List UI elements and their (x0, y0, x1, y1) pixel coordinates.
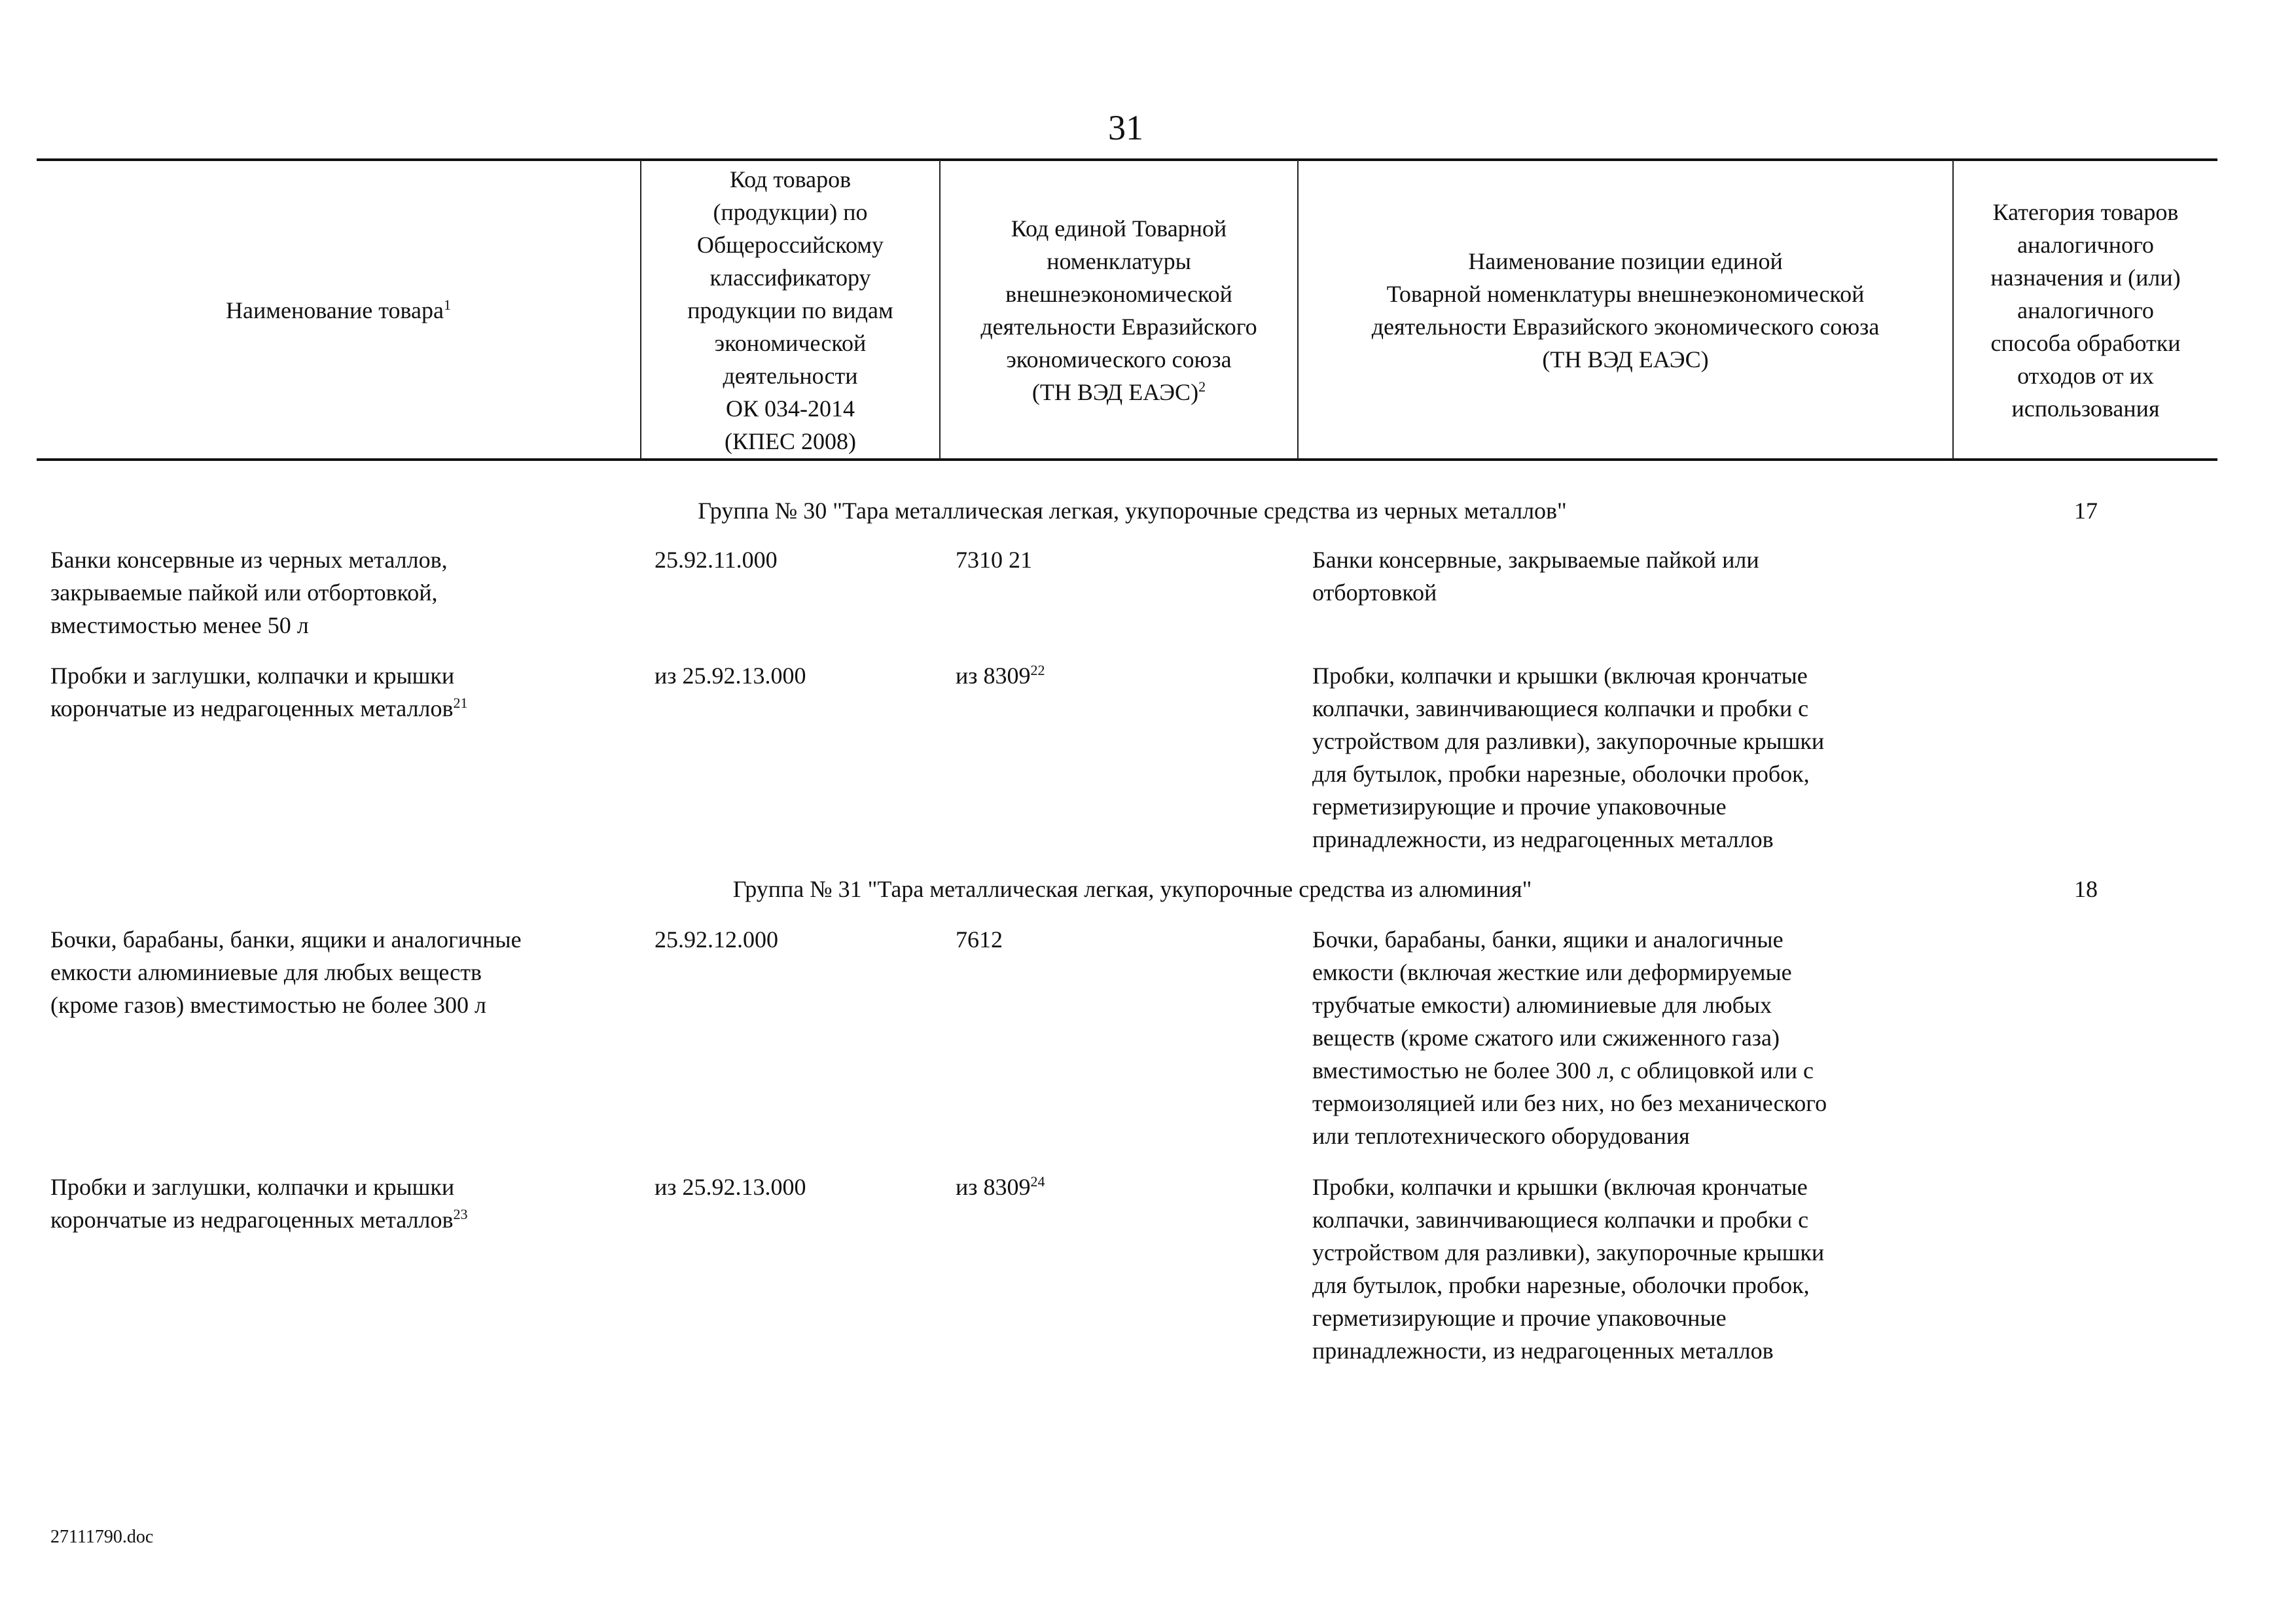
group-title: Группа № 31 "Тара металлическая легкая, укупорочные средства из алюминия" (732, 876, 1532, 902)
header-text: Категория товаров аналогичного назначения и (или) аналогичного способа обработки отходов от их использования (1990, 198, 2181, 422)
header-product-name (37, 161, 640, 459)
okpd-code: из 25.92.13.000 (655, 663, 806, 689)
group-category: 17 (2074, 498, 2098, 524)
footnote-ref: 21 (453, 695, 468, 711)
okpd-code: 25.92.11.000 (655, 547, 778, 573)
header-tnved-code (941, 161, 1297, 459)
tnved-description: Пробки, колпачки и крышки (включая крончатые колпачки, завинчивающиеся колпачки и пробки с устройством для разливки), закупорочные крышки для бутылок, пробки нарезные, оболочки пробок, герметизирующие и прочие упаковочные принадлежности, из недрагоценных металлов (1312, 663, 1825, 852)
header-text: Наименование позиции единой Товарной номенклатуры внешнеэкономической деятельности Евразийского экономического союза (ТН ВЭД ЕАЭС) (1371, 247, 1880, 373)
tnved-description: Банки консервные, закрываемые пайкой или отбортовкой (1312, 547, 1759, 606)
okpd-code: 25.92.12.000 (655, 926, 778, 953)
header-okpd-code (641, 161, 939, 459)
group-title: Группа № 30 "Тара металлическая легкая, укупорочные средства из черных металлов" (698, 498, 1567, 524)
tnved-description: Пробки, колпачки и крышки (включая крончатые колпачки, завинчивающиеся колпачки и пробки с устройством для разливки), закупорочные крышки для бутылок, пробки нарезные, оболочки пробок, герметизирующие и прочие упаковочные принадлежности, из недрагоценных металлов (1312, 1174, 1825, 1364)
header-tnved-name (1299, 161, 1952, 459)
tnved-description: Бочки, барабаны, банки, ящики и аналогичные емкости (включая жесткие или деформируемые трубчатые емкости) алюминиевые для любых веществ (кроме сжатого или сжиженного газа) вместимостью не более 300 л, с облицовкой или с термоизоляцией или без них, но без механического или теплотехнического оборудования (1312, 926, 1827, 1149)
product-name (50, 1171, 468, 1236)
tnved-code (956, 1171, 1045, 1203)
tnved-code-text: из 8309 (956, 663, 1031, 689)
product-name: Бочки, барабаны, банки, ящики и аналогичные емкости алюминиевые для любых веществ (кроме газов) вместимостью не более 300 л (50, 926, 522, 1018)
page-number: 31 (1108, 108, 1143, 147)
tnved-code: 7612 (956, 926, 1003, 953)
header-category (1954, 161, 2217, 459)
header-text: Код единой Товарной номенклатуры внешнеэкономической деятельности Евразийского экономического союза (ТН ВЭД ЕАЭС) (980, 215, 1257, 405)
okpd-code: из 25.92.13.000 (655, 1174, 806, 1200)
footnote-ref: 22 (1030, 662, 1045, 678)
tnved-code-text: из 8309 (956, 1174, 1031, 1200)
product-name-text: Банки консервные из черных металлов, закрываемые пайкой или отбортовкой, вместимостью менее 50 л (50, 547, 448, 638)
footnote-ref: 1 (444, 296, 452, 313)
header-text: Код товаров (продукции) по Общероссийскому классификатору продукции по видам экономической деятельности ОК 034-2014 (КПЕС 2008) (687, 166, 893, 454)
tnved-code: 7310 21 (956, 547, 1032, 573)
footnote-ref: 23 (453, 1206, 468, 1222)
product-name (50, 543, 448, 642)
product-name-text: Пробки и заглушки, колпачки и крышки корончатые из недрагоценных металлов (50, 663, 455, 721)
tnved-code (956, 659, 1045, 692)
footnote-ref: 24 (1030, 1173, 1045, 1190)
product-name-text: Пробки и заглушки, колпачки и крышки корончатые из недрагоценных металлов (50, 1174, 455, 1233)
footer-filename: 27111790.doc (50, 1527, 154, 1547)
header-text: Наименование товара (225, 297, 444, 323)
product-name (50, 659, 468, 725)
footnote-ref: 2 (1198, 378, 1206, 395)
group-category: 18 (2074, 876, 2098, 902)
